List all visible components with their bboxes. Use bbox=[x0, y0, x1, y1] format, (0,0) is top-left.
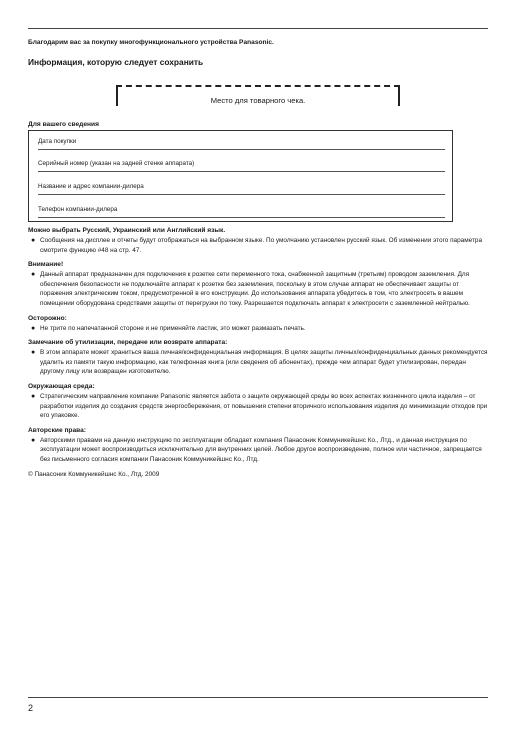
bullet-text: Данный аппарат предназначен для подключения к розетке сети переменного тока, снабженной защитным (третьим) проводом заземления. Для обеспечения безопасности не подключайте аппарат к розетке без заземления, поскольку в этом случае аппарат не обеспечивает защиты от поражения электрическим током, предусмотренной в его конструкции. До использования аппарата убедитесь в том, что электросеть в вашем помещении оборудована средствами защиты от перегрузки по току. Разрешается подключать аппарат к электросети с заземленной нейтралью. bbox=[40, 271, 470, 307]
section-heading: Можно выбрать Русский, Украинский или Английский язык. bbox=[28, 227, 226, 234]
section-copyright bbox=[28, 427, 488, 465]
info-box bbox=[28, 130, 453, 222]
purchase-date-field[interactable]: Дата покупки bbox=[38, 138, 445, 150]
bullet-item bbox=[28, 436, 488, 465]
section-heading: Внимание! bbox=[28, 261, 64, 269]
bullet-icon: ● bbox=[31, 324, 36, 332]
section-heading: Осторожно: bbox=[28, 314, 67, 322]
serial-number-field[interactable]: Серийный номер (указан на задней стенке аппарата) bbox=[38, 160, 445, 172]
intro-text: Благодарим вас за покупку многофункционального устройства Panasonic. bbox=[28, 39, 274, 46]
section-heading: Авторские права: bbox=[28, 426, 86, 434]
bullet-icon: ● bbox=[31, 271, 36, 279]
bullet-text: Авторскими правами на данную инструкцию по эксплуатации обладает компания Панасоник Коммуникейшнс Ко., Лтд., и данная инструкция по эксплуатации может воспроизводиться исключительно для внутренних целей. Любое другое воспроизведение, полное или частичное, запрещается без письменного согласия компании Панасоник Коммуникейшнс Ко., Лтд. bbox=[40, 436, 482, 463]
section-environment bbox=[28, 383, 488, 421]
bullet-icon: ● bbox=[31, 436, 36, 444]
bullet-text: Не трите по напечатанной стороне и не применяйте ластик, это может размазать печать. bbox=[40, 324, 306, 332]
section-heading: Замечание об утилизации, передаче или возврате аппарата: bbox=[28, 339, 228, 347]
section-language bbox=[28, 227, 488, 255]
bullet-icon: ● bbox=[31, 237, 36, 244]
bullet-text: В этом аппарате может храниться ваша личная/конфиденциальная информация. В целях защиты личных/конфиденциальных данных рекомендуется удалить из памяти такую информацию, как телефонная книга (или сведения об абонентах), прежде чем аппарат будет утилизирован, передан другому лицу или возвращен изготовителю. bbox=[40, 349, 488, 376]
section-attention bbox=[28, 261, 488, 308]
bullet-text: Сообщения на дисплее и отчеты будут отображаться на выбранном языке. По умолчанию установлен русский язык. Об изменении этого параметра смотрите функцию #48 на стр. 47. bbox=[40, 237, 482, 254]
bullet-item bbox=[28, 236, 488, 255]
bullet-text: Стратегическим направление компании Panasonic является забота о защите окружающей среды во всех аспектах жизненного цикла изделия – от разработки изделия до создания средств энергосбережения, от повышения степени вторичного использования изделия до минимизации отходов при его упаковке. bbox=[40, 392, 488, 420]
section-caution bbox=[28, 315, 488, 334]
dealer-name-address-field[interactable]: Название и адрес компании-дилера bbox=[38, 183, 445, 195]
bullet-icon: ● bbox=[31, 349, 36, 357]
dealer-phone-field[interactable]: Телефон компании-дилера bbox=[38, 206, 445, 218]
receipt-placeholder bbox=[116, 85, 400, 106]
bullet-item bbox=[28, 348, 488, 377]
receipt-dashed-border bbox=[116, 85, 400, 87]
page-number: 2 bbox=[28, 703, 34, 713]
bullet-item bbox=[28, 324, 488, 334]
info-box-title: Для вашего сведения bbox=[28, 121, 99, 128]
copyright-notice: © Панасоник Коммуникейшнс Ко., Лтд. 2009 bbox=[28, 470, 160, 478]
document-body bbox=[28, 227, 488, 478]
bullet-icon: ● bbox=[31, 392, 36, 400]
top-rule bbox=[28, 28, 488, 29]
section-disposal bbox=[28, 339, 488, 377]
bullet-item bbox=[28, 270, 488, 308]
keep-info-title: Информация, которую следует сохранить bbox=[28, 57, 204, 67]
bullet-item bbox=[28, 392, 488, 421]
bottom-rule bbox=[28, 697, 488, 698]
section-heading: Окружающая среда: bbox=[28, 382, 95, 390]
receipt-label: Место для товарного чека. bbox=[210, 96, 306, 105]
